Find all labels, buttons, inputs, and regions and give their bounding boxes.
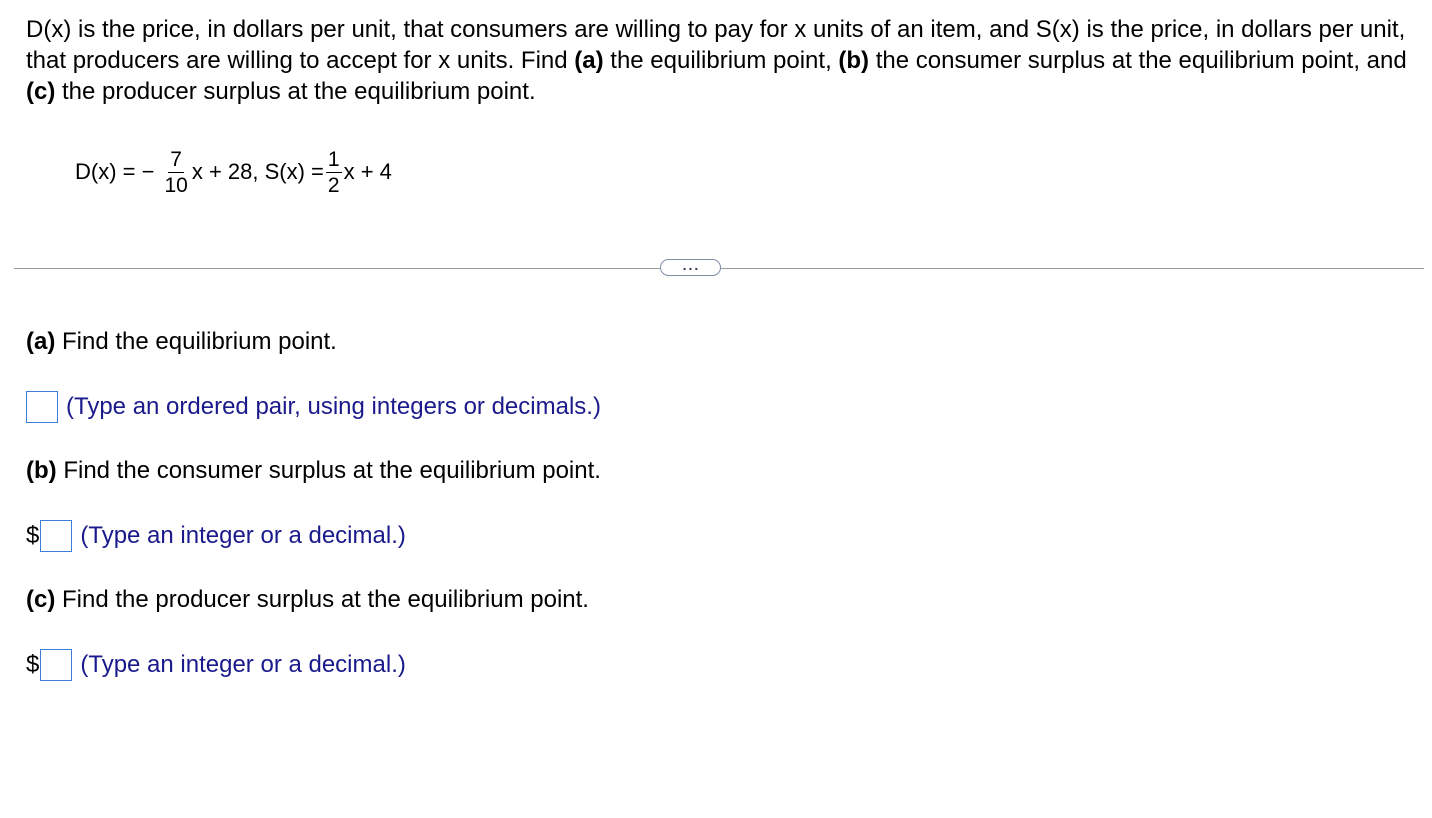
supply-fraction xyxy=(326,147,342,198)
supply-numerator: 1 xyxy=(327,147,340,171)
part-c-hint: (Type an integer or a decimal.) xyxy=(80,651,406,678)
problem-text-2: the equilibrium point, xyxy=(603,47,839,74)
part-b-question xyxy=(26,456,601,486)
part-c-label: (c) xyxy=(26,586,56,613)
problem-part-a-label: (a) xyxy=(574,47,604,74)
part-c-question xyxy=(26,585,589,615)
part-a-answer-row xyxy=(26,389,601,425)
demand-fraction xyxy=(162,147,189,198)
part-a-question xyxy=(26,327,337,357)
problem-statement xyxy=(26,14,1416,107)
demand-rest: x + 28, S(x) = xyxy=(191,159,324,184)
problem-text-1: D(x) is the price, in dollars per unit, that consumers are willing to pay for x units of an item, and S(x) is the price, in dollars per unit, that producers are willing to accept for x units. Find xyxy=(26,16,1406,74)
supply-rest: x + 4 xyxy=(343,159,392,184)
demand-lhs: D(x) = − xyxy=(75,159,155,184)
demand-numerator: 7 xyxy=(170,147,182,171)
ellipsis-icon: ... xyxy=(682,256,701,273)
supply-denominator: 2 xyxy=(327,173,340,197)
part-c-answer-input[interactable] xyxy=(40,649,72,681)
part-b-answer-row xyxy=(26,518,406,554)
part-a-question-text: Find the equilibrium point. xyxy=(55,328,337,355)
problem-text-3: the consumer surplus at the equilibrium point, and xyxy=(869,47,1407,74)
problem-text-4: the producer surplus at the equilibrium point. xyxy=(55,78,536,105)
part-c-question-text: Find the producer surplus at the equilibrium point. xyxy=(55,586,589,613)
part-b-answer-input[interactable] xyxy=(40,520,72,552)
demand-denominator: 10 xyxy=(164,173,188,197)
part-a-hint: (Type an ordered pair, using integers or decimals.) xyxy=(66,393,601,420)
part-c-answer-row xyxy=(26,647,406,683)
part-b-question-text: Find the consumer surplus at the equilibrium point. xyxy=(56,457,601,484)
problem-part-c-label: (c) xyxy=(26,78,56,105)
part-a-answer-input[interactable] xyxy=(26,391,58,423)
part-b-currency: $ xyxy=(26,522,40,549)
problem-part-b-label: (b) xyxy=(838,47,870,74)
expand-more-button[interactable] xyxy=(660,256,721,276)
part-b-label: (b) xyxy=(26,457,57,484)
part-a-label: (a) xyxy=(26,328,56,355)
part-c-currency: $ xyxy=(26,651,40,678)
function-definitions xyxy=(75,140,392,204)
part-b-hint: (Type an integer or a decimal.) xyxy=(80,522,406,549)
